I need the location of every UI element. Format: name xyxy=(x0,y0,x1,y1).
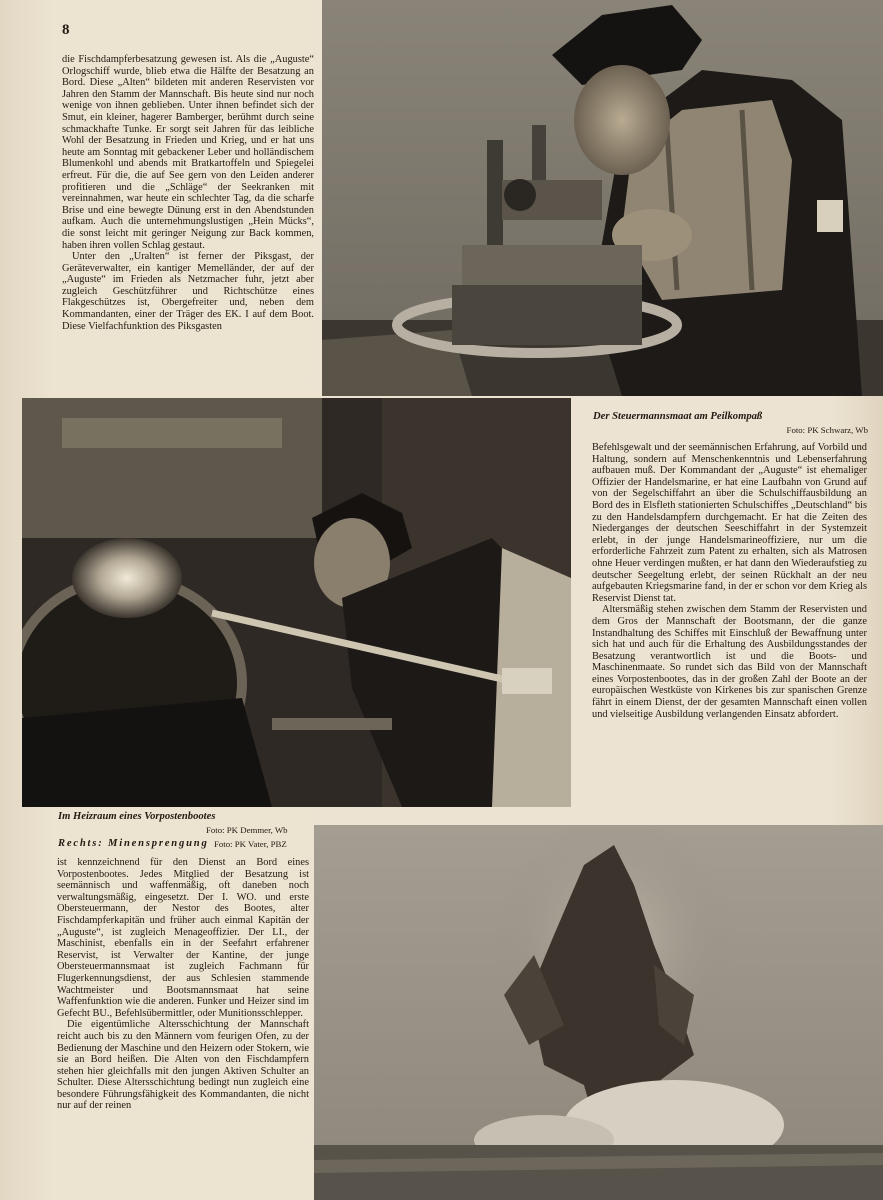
article-column-middle-right xyxy=(592,442,867,720)
page-number: 8 xyxy=(62,22,70,38)
photo-minensprengung xyxy=(314,825,883,1200)
caption-title-minensprengung: Rechts: Minensprengung xyxy=(58,838,209,849)
article-column-top-left xyxy=(62,54,314,332)
caption-title-peilkompass: Der Steuermannsmaat am Peilkompaß xyxy=(593,411,763,422)
caption-credit-peilkompass: Foto: PK Schwarz, Wb xyxy=(786,425,868,435)
caption-credit-minensprengung: Foto: PK Vater, PBZ xyxy=(214,839,287,849)
paragraph: Altersmäßig stehen zwischen dem Stamm der Reservisten und dem Gros der Mannschaft der Bootsmann, der die ganze Instandhaltung des Schiffes mit Einschluß der Bewaffnung unter sich hat und auch für die Erhaltung des Ausbildungsstandes der Besatzung verantwortlich ist und die Boots- und Maschinenmaate. So rundet sich das Bild von der Mannschaft eines Vorpostenbootes, das in der großen Zahl der Boote an der europäischen Westküste von Kirkenes bis zur spanischen Grenze fährt in einem Dienst, der der gesamten Mannschaft einen vollen und vielseitige Ausbildung verlangenden Einsatz abfordert. xyxy=(592,604,867,720)
caption-credit-heizraum: Foto: PK Demmer, Wb xyxy=(206,825,288,835)
paragraph: ist kennzeichnend für den Dienst an Bord eines Vorpostenbootes. Jedes Mitglied der Besatzung ist seemännisch und waffenmäßig, oft daneben noch verwaltungsmäßig, eingesetzt. Der I. WO. und erste Obersteuermann, der Nestor des Bootes, alter Fischdampferkapitän und früher auch einmal Kapitän der „Auguste“, ist zugleich Menageoffizier. Der LI., der Maschinist, ebenfalls ein in der Seefahrt erfahrener Reservist, ist Verwalter der Kantine, der junge Obersteuermannsmaat ist zugleich Fachmann für Flugerkennungsdienst, der aus Schlesien stammende Wachtmeister und Bootsmannsmaat hat seine Waffenfunktion wie die anderen. Funker und Heizer sind im Gefecht BU., Befehlsübermittler, oder Munitionsschlepper. xyxy=(57,857,309,1019)
article-column-bottom-left xyxy=(57,857,309,1112)
paragraph: die Fischdampferbesatzung gewesen ist. Als die „Auguste“ Orlogschiff wurde, blieb etwa die Hälfte der Besatzung an Bord. Diese „Alten“ bildeten mit anderen Reservisten vor Jahren den Stamm der Mannschaft. Bis heute sind nur noch wenige von ihnen geblieben. Unter ihnen befindet sich der Smut, ein kleiner, hagerer Bamberger, berühmt durch seine schmackhafte Tunke. Er sorgt seit Jahren für das leibliche Wohl der Besatzung in Frieden und Krieg, und er hat uns heute am Sonntag mit gebackener Leber und holländischem Blumenkohl und abends mit Bratkartoffeln und Spiegelei erfreut. Für die, die auf See gern von den Leiden anderer profitieren und die „Schläge“ der Seekranken mit vereinnahmen, war heute ein schlechter Tag, da die scharfe Brise und eine bewegte Dünung erst in den Abendstunden aufkam. Auch die unternehmungslustigen „Hein Mücks“, die sonst leicht mit geringer Neigung zur Back kommen, haben ihren vollen Schlag gestaut. xyxy=(62,54,314,251)
photo-heizraum xyxy=(22,398,571,807)
paragraph: Befehlsgewalt und der seemännischen Erfahrung, auf Vorbild und Haltung, sondern auf Menschenkenntnis und Lebenserfahrung aufbauen muß. Der Kommandant der „Auguste“ ist ehemaliger Offizier der Handelsmarine, er hat eine Laufbahn von Grund auf von der Segelschiffahrt an über die Schulschiffausbildung an Bord des in Elsfleth stationierten Schulschiffes „Deutschland“ bis zu den Handelsdampfern durchgemacht. Er hat die Zeiten des Niederganges der deutschen Seeschiffahrt in der Systemzeit erlebt, in der junge Handelsmarineoffiziere, nur um die erforderliche Fahrzeit zum Patent zu erhalten, sich als Matrosen ohne Heuer verdingen mußten, er hat dann den Wiederaufstieg zu deutscher Seegeltung erlebt, der seinen Rückhalt an der neu aufgebauten Kriegsmarine fand, in der er schon vor dem Krieg als Reservist Dienst tat. xyxy=(592,442,867,604)
paragraph: Die eigentümliche Altersschichtung der Mannschaft reicht auch bis zu den Männern vom feurigen Ofen, zu der Bedienung der Maschine und den Heizern oder Stokern, wie sie an Bord heißen. Die Alten von den Fischdampfern stehen hier gleichfalls mit den jungen Aktiven Schulter an Schulter. Diese Altersschichtung bedingt nun zugleich eine besondere Führungsfähigkeit des Kommandanten, die nicht nur auf der reinen xyxy=(57,1019,309,1112)
paragraph: Unter den „Uralten“ ist ferner der Piksgast, der Geräteverwalter, ein kantiger Memelländer, der auf der „Auguste“ im Frieden als Netzmacher fuhr, jetzt aber zugleich Geschützführer und Richtschütze eines Flakgeschützes ist, Obergefreiter und, neben dem Kommandanten, einer der Träger des EK. I auf dem Boot. Diese Vielfachfunktion des Piksgasten xyxy=(62,251,314,332)
photo-steuermannsmaat-peilkompass xyxy=(322,0,883,396)
caption-title-heizraum: Im Heizraum eines Vorpostenbootes xyxy=(58,811,216,822)
